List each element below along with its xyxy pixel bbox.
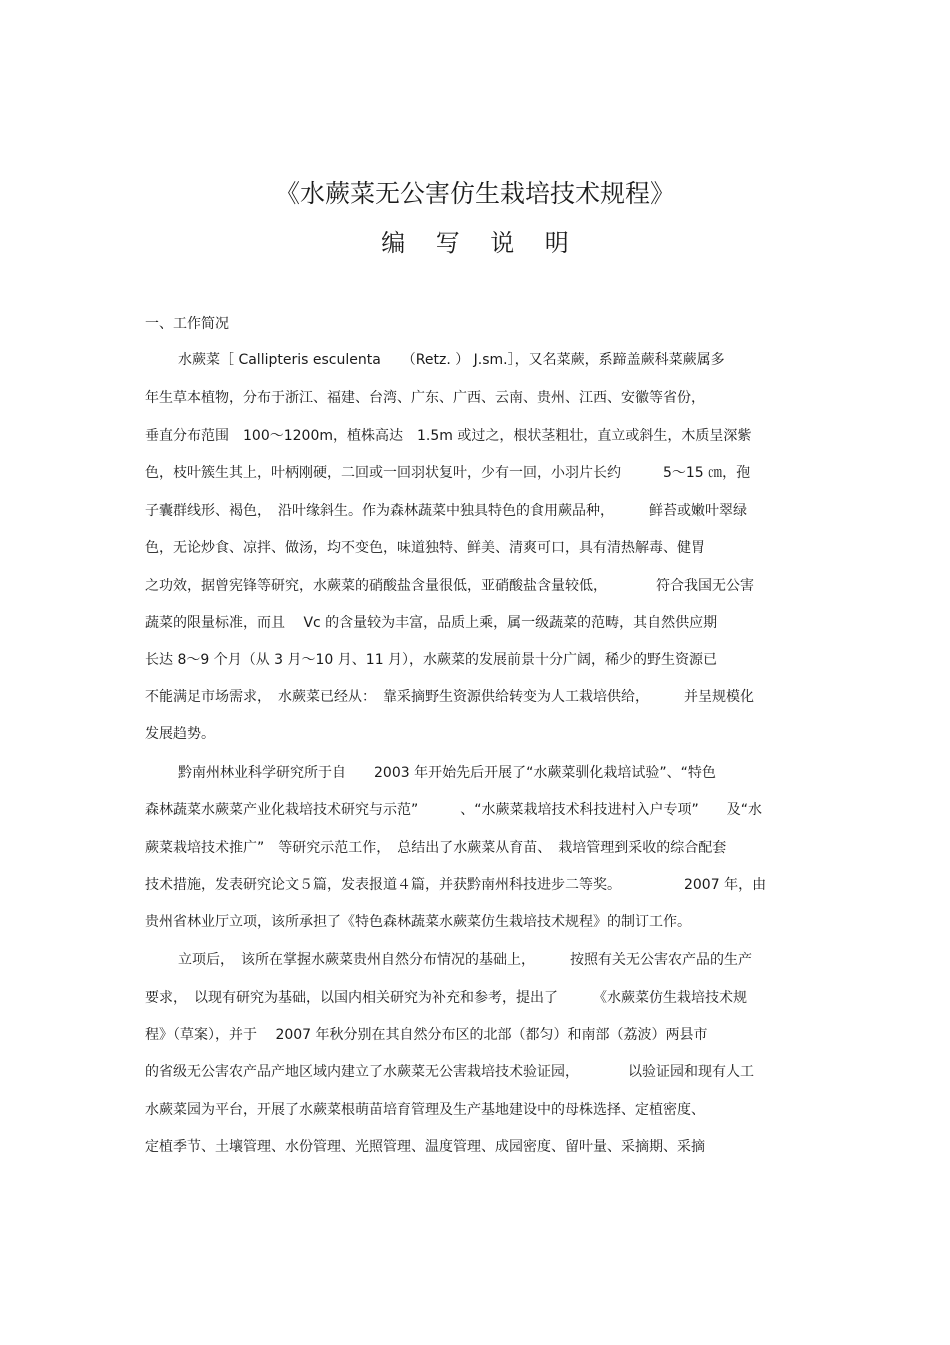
paragraph-line: 水蕨菜［ Callipteris esculenta （Retz. ） J.sm.］，又名菜蕨，系蹄盖蕨科菜蕨属多 <box>178 352 725 368</box>
paragraph-line: 要求， 以现有研究为基础，以国内相关研究为补充和参考，提出了 《水蕨菜仿生栽培技术规 <box>145 990 747 1006</box>
paragraph-line: 长达 8～9 个月（从 3 月～10 月、11 月），水蕨菜的发展前景十分广阔，稀少的野生资源已 <box>145 652 718 668</box>
paragraph-line: 程》（草案），并于 2007 年秋分别在其自然分布区的北部（都匀）和南部（荔波）两县市 <box>145 1027 708 1043</box>
paragraph-line: 之功效，据曾宪锋等研究，水蕨菜的硝酸盐含量很低，亚硝酸盐含量较低， 符合我国无公害 <box>145 578 754 594</box>
paragraph-line: 贵州省林业厅立项，该所承担了《特色森林蔬菜水蕨菜仿生栽培技术规程》的制订工作。 <box>145 914 691 930</box>
paragraph-line: 立项后， 该所在掌握水蕨菜贵州自然分布情况的基础上， 按照有关无公害农产品的生产 <box>178 952 752 968</box>
paragraph-line: 水蕨菜园为平台，开展了水蕨菜根萌苗培育管理及生产基地建设中的母株选择、定植密度、 <box>145 1102 705 1118</box>
section-heading: 一、工作简况 <box>145 316 229 332</box>
subtitle-text: 编 写 说 明 <box>381 229 569 257</box>
paragraph-line: 色，无论炒食、凉拌、做汤，均不变色，味道独特、鲜美、清爽可口，具有清热解毒、健胃 <box>145 540 705 556</box>
paragraph-line: 子囊群线形、褐色， 沿叶缘斜生。作为森林蔬菜中独具特色的食用蕨品种， 鲜苔或嫩叶翠绿 <box>145 503 747 519</box>
paragraph-line: 色，枝叶簇生其上，叶柄刚硬，二回或一回羽状复叶，少有一回，小羽片长约 5～15 ㎝，孢 <box>145 465 751 481</box>
document-subtitle <box>0 227 950 259</box>
paragraph-line: 垂直分布范围 100～1200m，植株高达 1.5m 或过之，根状茎粗壮，直立或斜生，木质呈深紫 <box>145 428 752 444</box>
paragraph-line: 蔬菜的限量标准，而且 Vc 的含量较为丰富，品质上乘，属一级蔬菜的范畴，其自然供应期 <box>145 615 718 631</box>
paragraph-line: 森林蔬菜水蕨菜产业化栽培技术研究与示范” 、“水蕨菜栽培技术科技进村入户专项” 及“水 <box>145 802 763 818</box>
paragraph-line: 不能满足市场需求， 水蕨菜已经从： 靠采摘野生资源供给转变为人工栽培供给， 并呈规模化 <box>145 689 754 705</box>
paragraph-line: 技术措施，发表研究论文５篇，发表报道４篇，并获黔南州科技进步二等奖。 2007 年，由 <box>145 877 767 893</box>
paragraph-line: 定植季节、土壤管理、水份管理、光照管理、温度管理、成园密度、留叶量、采摘期、采摘 <box>145 1139 705 1155</box>
paragraph-line: 黔南州林业科学研究所于自 2003 年开始先后开展了“水蕨菜驯化栽培试验”、“特色 <box>178 765 716 781</box>
paragraph-line: 发展趋势。 <box>145 726 215 742</box>
paragraph-line: 年生草本植物，分布于浙江、福建、台湾、广东、广西、云南、贵州、江西、安徽等省份， <box>145 390 705 406</box>
paragraph-line: 的省级无公害农产品产地区域内建立了水蕨菜无公害栽培技术验证园， 以验证园和现有人工 <box>145 1064 754 1080</box>
document-title: 《水蕨菜无公害仿生栽培技术规程》 <box>274 179 675 208</box>
paragraph-line: 蕨菜栽培技术推广” 等研究示范工作， 总结出了水蕨菜从育苗、 栽培管理到采收的综合配套 <box>145 840 727 856</box>
